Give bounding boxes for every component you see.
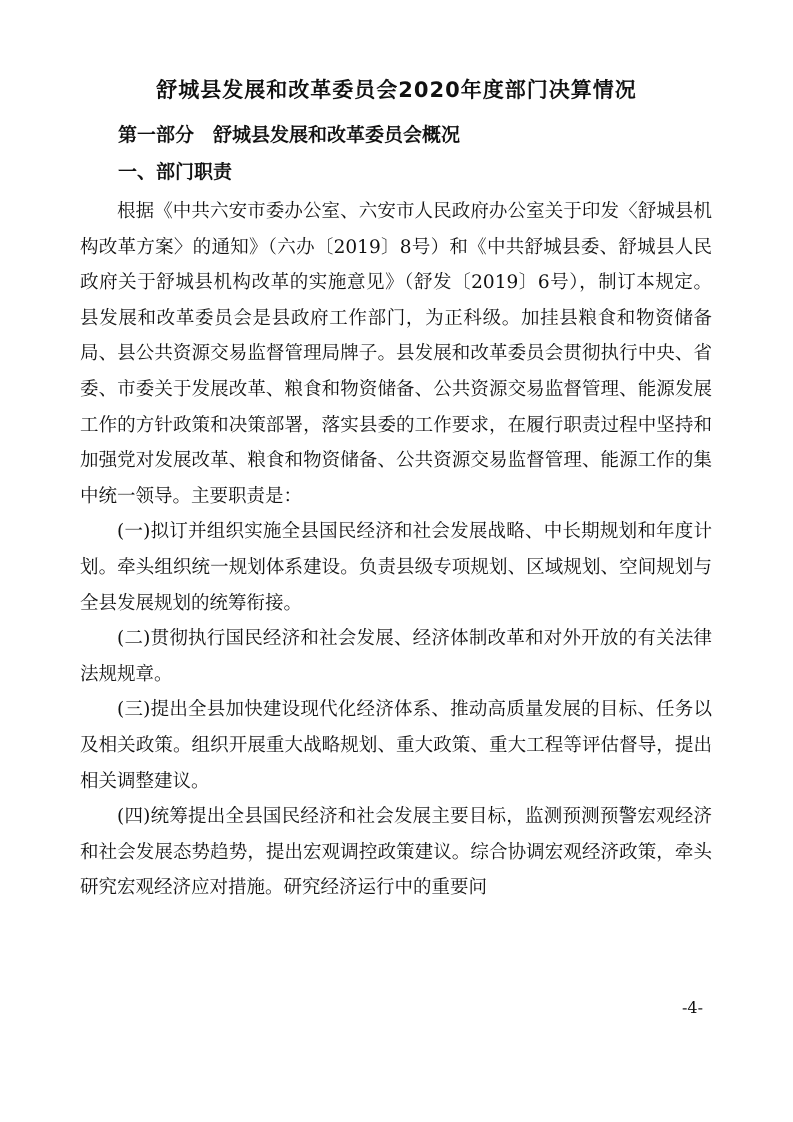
paragraph: (四)统筹提出全县国民经济和社会发展主要目标，监测预测预警宏观经济和社会发展态势趋势，提出宏观调控政策建议。综合协调宏观经济政策，牵头研究宏观经济应对措施。研究经济运行中的重要问 [80, 806, 712, 899]
part-heading: 第一部分 舒城县发展和改革委员会概况 [118, 124, 461, 146]
paragraph: (一)拟订并组织实施全县国民经济和社会发展战略、中长期规划和年度计划。牵头组织统一规划体系建设。负责县级专项规划、区域规划、空间规划与全县发展规划的统筹衔接。 [80, 521, 712, 614]
section-heading: 一、部门职责 [118, 161, 233, 183]
paragraph: (三)提出全县加快建设现代化经济体系、推动高质量发展的目标、任务以及相关政策。组织开展重大战略规划、重大政策、重大工程等评估督导，提出相关调整建议。 [80, 699, 712, 792]
paragraph: (二)贯彻执行国民经济和社会发展、经济体制改革和对外开放的有关法律法规规章。 [80, 628, 712, 685]
document-title: 舒城县发展和改革委员会2020年度部门决算情况 [156, 78, 637, 102]
paragraph: 根据《中共六安市委办公室、六安市人民政府办公室关于印发〈舒城县机构改革方案〉的通知》（六办〔2019〕8号）和《中共舒城县委、舒城县人民政府关于舒城县机构改革的实施意见》（舒发〔2019〕6号），制订本规定。县发展和改革委员会是县政府工作部门，为正科级。加挂县粮食和物资储备局、县公共资源交易监督管理局牌子。县发展和改革委员会贯彻执行中央、省委、市委关于发展改革、粮食和物资储备、公共资源交易监督管理、能源发展工作的方针政策和决策部署，落实县委的工作要求，在履行职责过程中坚持和加强党对发展改革、粮食和物资储备、公共资源交易监督管理、能源工作的集中统一领导。主要职责是： [80, 201, 712, 507]
page-number: -4- [682, 998, 703, 1017]
document-body [80, 194, 712, 906]
